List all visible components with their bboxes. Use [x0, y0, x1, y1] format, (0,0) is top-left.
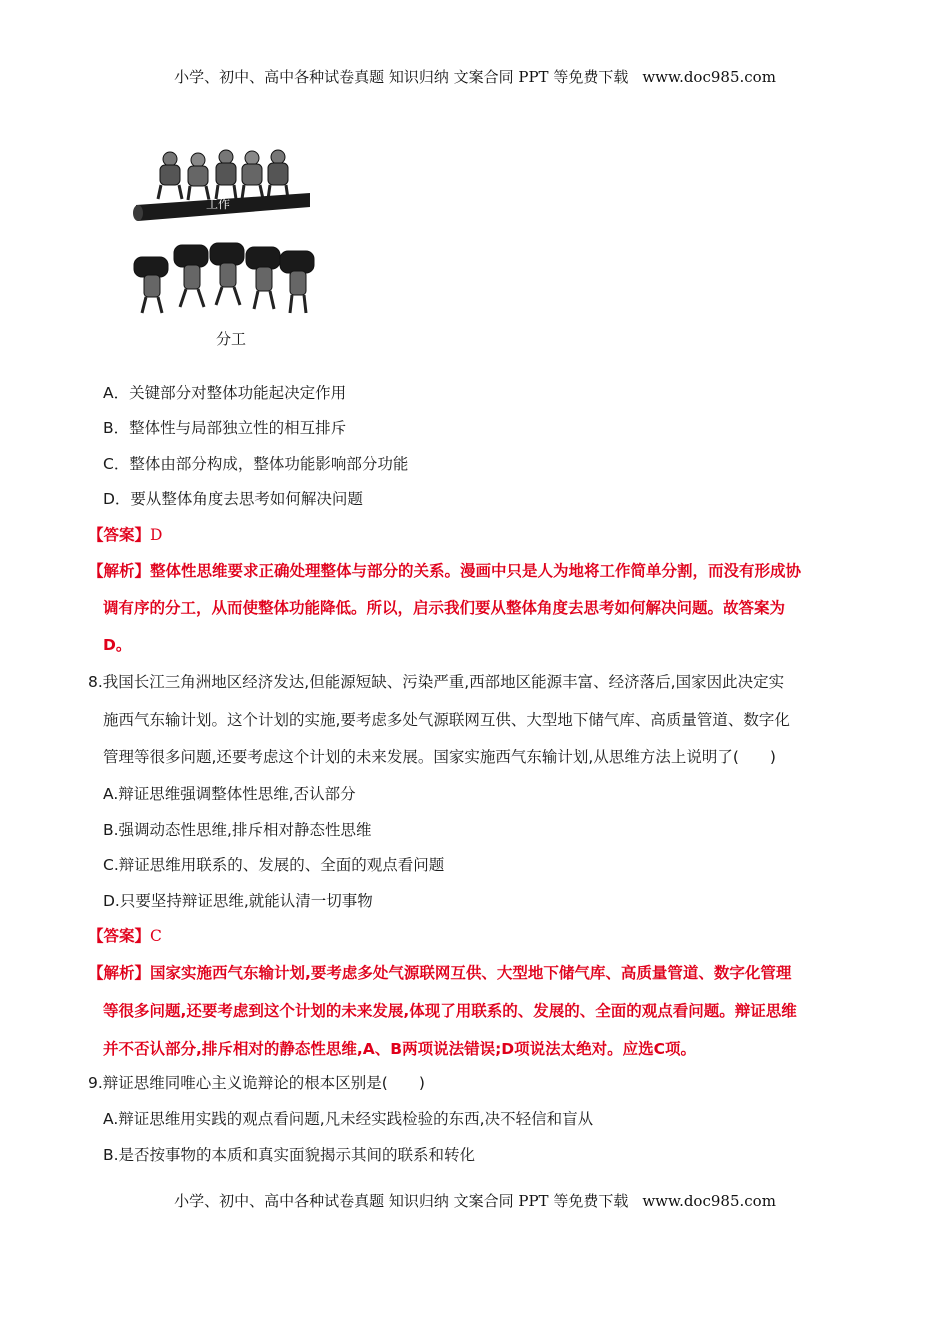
q8-option-d: D.只要坚持辩证思维,就能认清一切事物 [103, 892, 373, 910]
q9-option-b: B.是否按事物的本质和真实面貌揭示其间的联系和转化 [103, 1146, 476, 1164]
page-header [0, 66, 950, 87]
q8-option-a: A.辩证思维强调整体性思维,否认部分 [103, 785, 356, 803]
bottom-figure-3 [210, 243, 244, 305]
header-text: 小学、初中、高中各种试卷真题 知识归纳 文案合同 PPT 等免费下载 [174, 68, 629, 86]
q7-option-b: B．整体性与局部独立性的相互排斥 [103, 419, 347, 437]
figure-caption: 分工 [216, 330, 247, 348]
q8-analysis-line-3: 并不否认部分,排斥相对的静态性思维,A、B两项说法错误;D项说法太绝对。应选C项。 [103, 1040, 697, 1058]
q8-answer-label: 【答案】 [88, 927, 151, 945]
bottom-figure-5 [280, 251, 314, 313]
footer-text: 小学、初中、高中各种试卷真题 知识归纳 文案合同 PPT 等免费下载 [174, 1192, 629, 1210]
q7-analysis-line-1: 【解析】整体性思维要求正确处理整体与部分的关系。漫画中只是人为地将工作简单分割，而没有形成协 [88, 562, 802, 580]
q7-answer [88, 525, 162, 545]
top-figure-4 [242, 151, 263, 199]
bottom-figure-4 [246, 247, 280, 309]
top-figure-1 [158, 152, 182, 199]
footer-url[interactable]: www.doc985.com [642, 1192, 776, 1210]
q8-stem-line-3: 管理等很多问题,还要考虑这个计划的未来发展。国家实施西气东输计划,从思维方法上说明了( ) [103, 748, 776, 766]
q7-answer-label: 【答案】 [88, 526, 151, 544]
cartoon-figure [130, 145, 320, 355]
q8-option-c: C.辩证思维用联系的、发展的、全面的观点看问题 [103, 856, 445, 874]
q7-analysis-line-3: D。 [103, 636, 132, 654]
page-footer [0, 1190, 950, 1211]
q7-analysis-line-2: 调有序的分工，从而使整体功能降低。所以，启示我们要从整体角度去思考如何解决问题。故答案为 [103, 599, 786, 617]
q8-stem-line-2: 施西气东输计划。这个计划的实施,要考虑多处气源联网互供、大型地下储气库、高质量管道、数字化 [103, 711, 790, 729]
q8-stem-line-1: 8.我国长江三角洲地区经济发达,但能源短缺、污染严重,西部地区能源丰富、经济落后,国家因此决定实 [88, 673, 785, 691]
q7-option-c: C．整体由部分构成，整体功能影响部分功能 [103, 455, 409, 473]
beam-label: 工作 [206, 197, 231, 211]
q7-answer-value: D [150, 526, 163, 544]
q8-answer [88, 926, 162, 946]
bottom-figure-2 [174, 245, 208, 307]
q9-option-a: A.辩证思维用实践的观点看问题,凡未经实践检验的东西,决不轻信和盲从 [103, 1110, 594, 1128]
header-url[interactable]: www.doc985.com [642, 68, 776, 86]
top-figure-2 [188, 153, 209, 200]
top-figure-5 [268, 150, 288, 199]
q9-stem: 9.辩证思维同唯心主义诡辩论的根本区别是( ) [88, 1074, 425, 1092]
bottom-figure-1 [134, 257, 168, 313]
q8-option-b: B.强调动态性思维,排斥相对静态性思维 [103, 821, 372, 839]
q7-option-d: D．要从整体角度去思考如何解决问题 [103, 490, 363, 508]
q8-analysis-line-2: 等很多问题,还要考虑到这个计划的未来发展,体现了用联系的、发展的、全面的观点看问题。辩证思维 [103, 1002, 797, 1020]
q8-answer-value: C [150, 927, 162, 945]
cartoon-illustration [130, 145, 320, 355]
q8-analysis-line-1: 【解析】国家实施西气东输计划,要考虑多处气源联网互供、大型地下储气库、高质量管道、数字化管理 [88, 964, 792, 982]
q7-option-a: A．关键部分对整体功能起决定作用 [103, 384, 347, 402]
top-figure-3 [216, 150, 236, 199]
